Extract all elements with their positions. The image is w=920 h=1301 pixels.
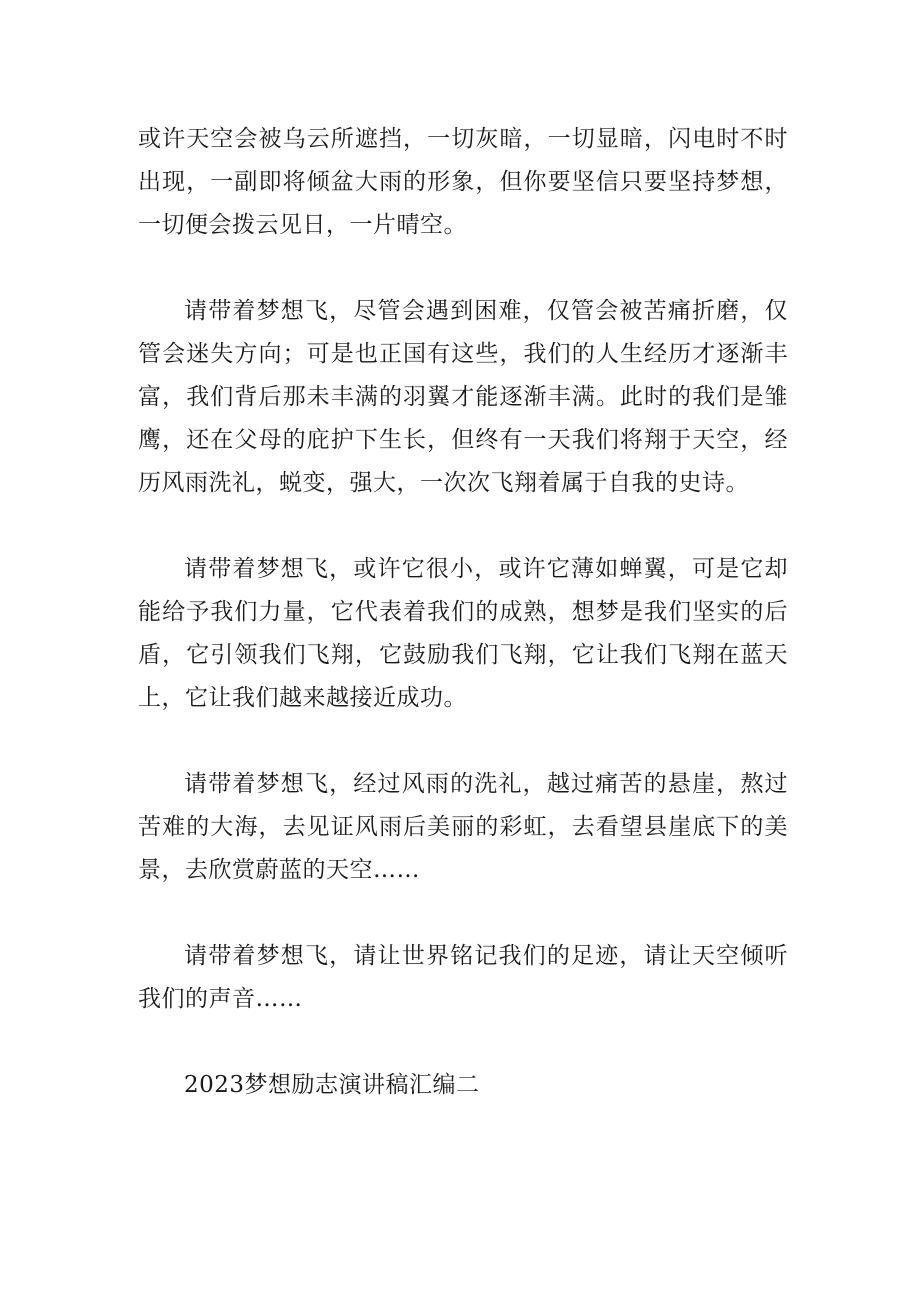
paragraph-1: 或许天空会被乌云所遮挡，一切灰暗，一切显暗，闪电时不时出现，一副即将倾盆大雨的形象，但你要坚信只要坚持梦想，一切便会拨云见日，一片晴空。 <box>138 126 788 238</box>
paragraph-5: 请带着梦想飞，请让世界铭记我们的足迹，请让天空倾听我们的声音…… <box>138 943 788 1012</box>
paragraph-3: 请带着梦想飞，或许它很小，或许它薄如蝉翼，可是它却能给予我们力量，它代表着我们的成熟，想梦是我们坚实的后盾，它引领我们飞翔，它鼓励我们飞翔，它让我们飞翔在蓝天上，它让我们越来越接近成功。 <box>138 556 788 711</box>
paragraph-2: 请带着梦想飞，尽管会遇到困难，仅管会被苦痛折磨，仅管会迷失方向；可是也正国有这些，我们的人生经历才逐渐丰富，我们背后那未丰满的羽翼才能逐渐丰满。此时的我们是雏鹰，还在父母的庇护下生长，但终有一天我们将翔于天空，经历风雨洗礼，蜕变，强大，一次次飞翔着属于自我的史诗。 <box>138 298 788 496</box>
section-heading: 2023梦想励志演讲稿汇编二 <box>184 1072 480 1098</box>
paragraph-4: 请带着梦想飞，经过风雨的洗礼，越过痛苦的悬崖，熬过苦难的大海，去见证风雨后美丽的彩虹，去看望县崖底下的美景，去欣赏蔚蓝的天空…… <box>138 771 788 883</box>
